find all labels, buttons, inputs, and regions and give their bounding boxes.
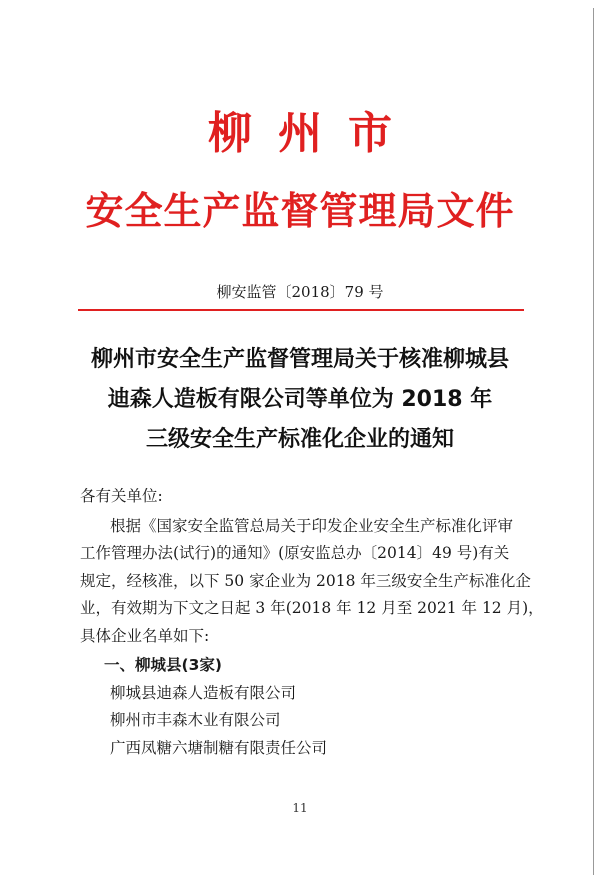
body-paragraph [80, 513, 544, 651]
company-list-item: 柳州市丰森木业有限公司 [110, 711, 281, 729]
title-line: 柳州市安全生产监督管理局关于核准柳城县 [90, 347, 509, 372]
document-type-header: 安全生产监督管理局文件 [85, 189, 515, 233]
title-line: 三级安全生产标准化企业的通知 [145, 427, 454, 452]
document-body [80, 483, 544, 762]
company-list-item: 柳城县迪森人造板有限公司 [110, 683, 297, 702]
document-title [0, 340, 600, 460]
paragraph-line: 工作管理办法(试行)的通知》(原安监总办〔2014〕49 号)有关 [80, 544, 510, 562]
page-number: 11 [292, 801, 308, 815]
paragraph-line: 根据《国家安全监管总局关于印发企业安全生产标准化评审 [110, 516, 514, 535]
company-list-item: 广西凤糖六塘制糖有限责任公司 [110, 738, 328, 757]
section-heading: 一、柳城县(3家) [104, 656, 222, 674]
document-number: 柳安监管〔2018〕79 号 [216, 283, 384, 301]
salutation: 各有关单位: [80, 487, 163, 505]
paragraph-line: 规定，经核准，以下 50 家企业为 2018 年三级安全生产标准化企 [80, 571, 531, 590]
title-line: 迪森人造板有限公司等单位为 2018 年 [107, 387, 493, 412]
paragraph-line: 具体企业名单如下: [80, 626, 210, 645]
paragraph-line: 业，有效期为下文之日起 3 年(2018 年 12 月至 2021 年 12 月)， [80, 599, 544, 617]
issuing-org-header: 柳州市 [208, 108, 418, 159]
red-divider [78, 309, 524, 311]
